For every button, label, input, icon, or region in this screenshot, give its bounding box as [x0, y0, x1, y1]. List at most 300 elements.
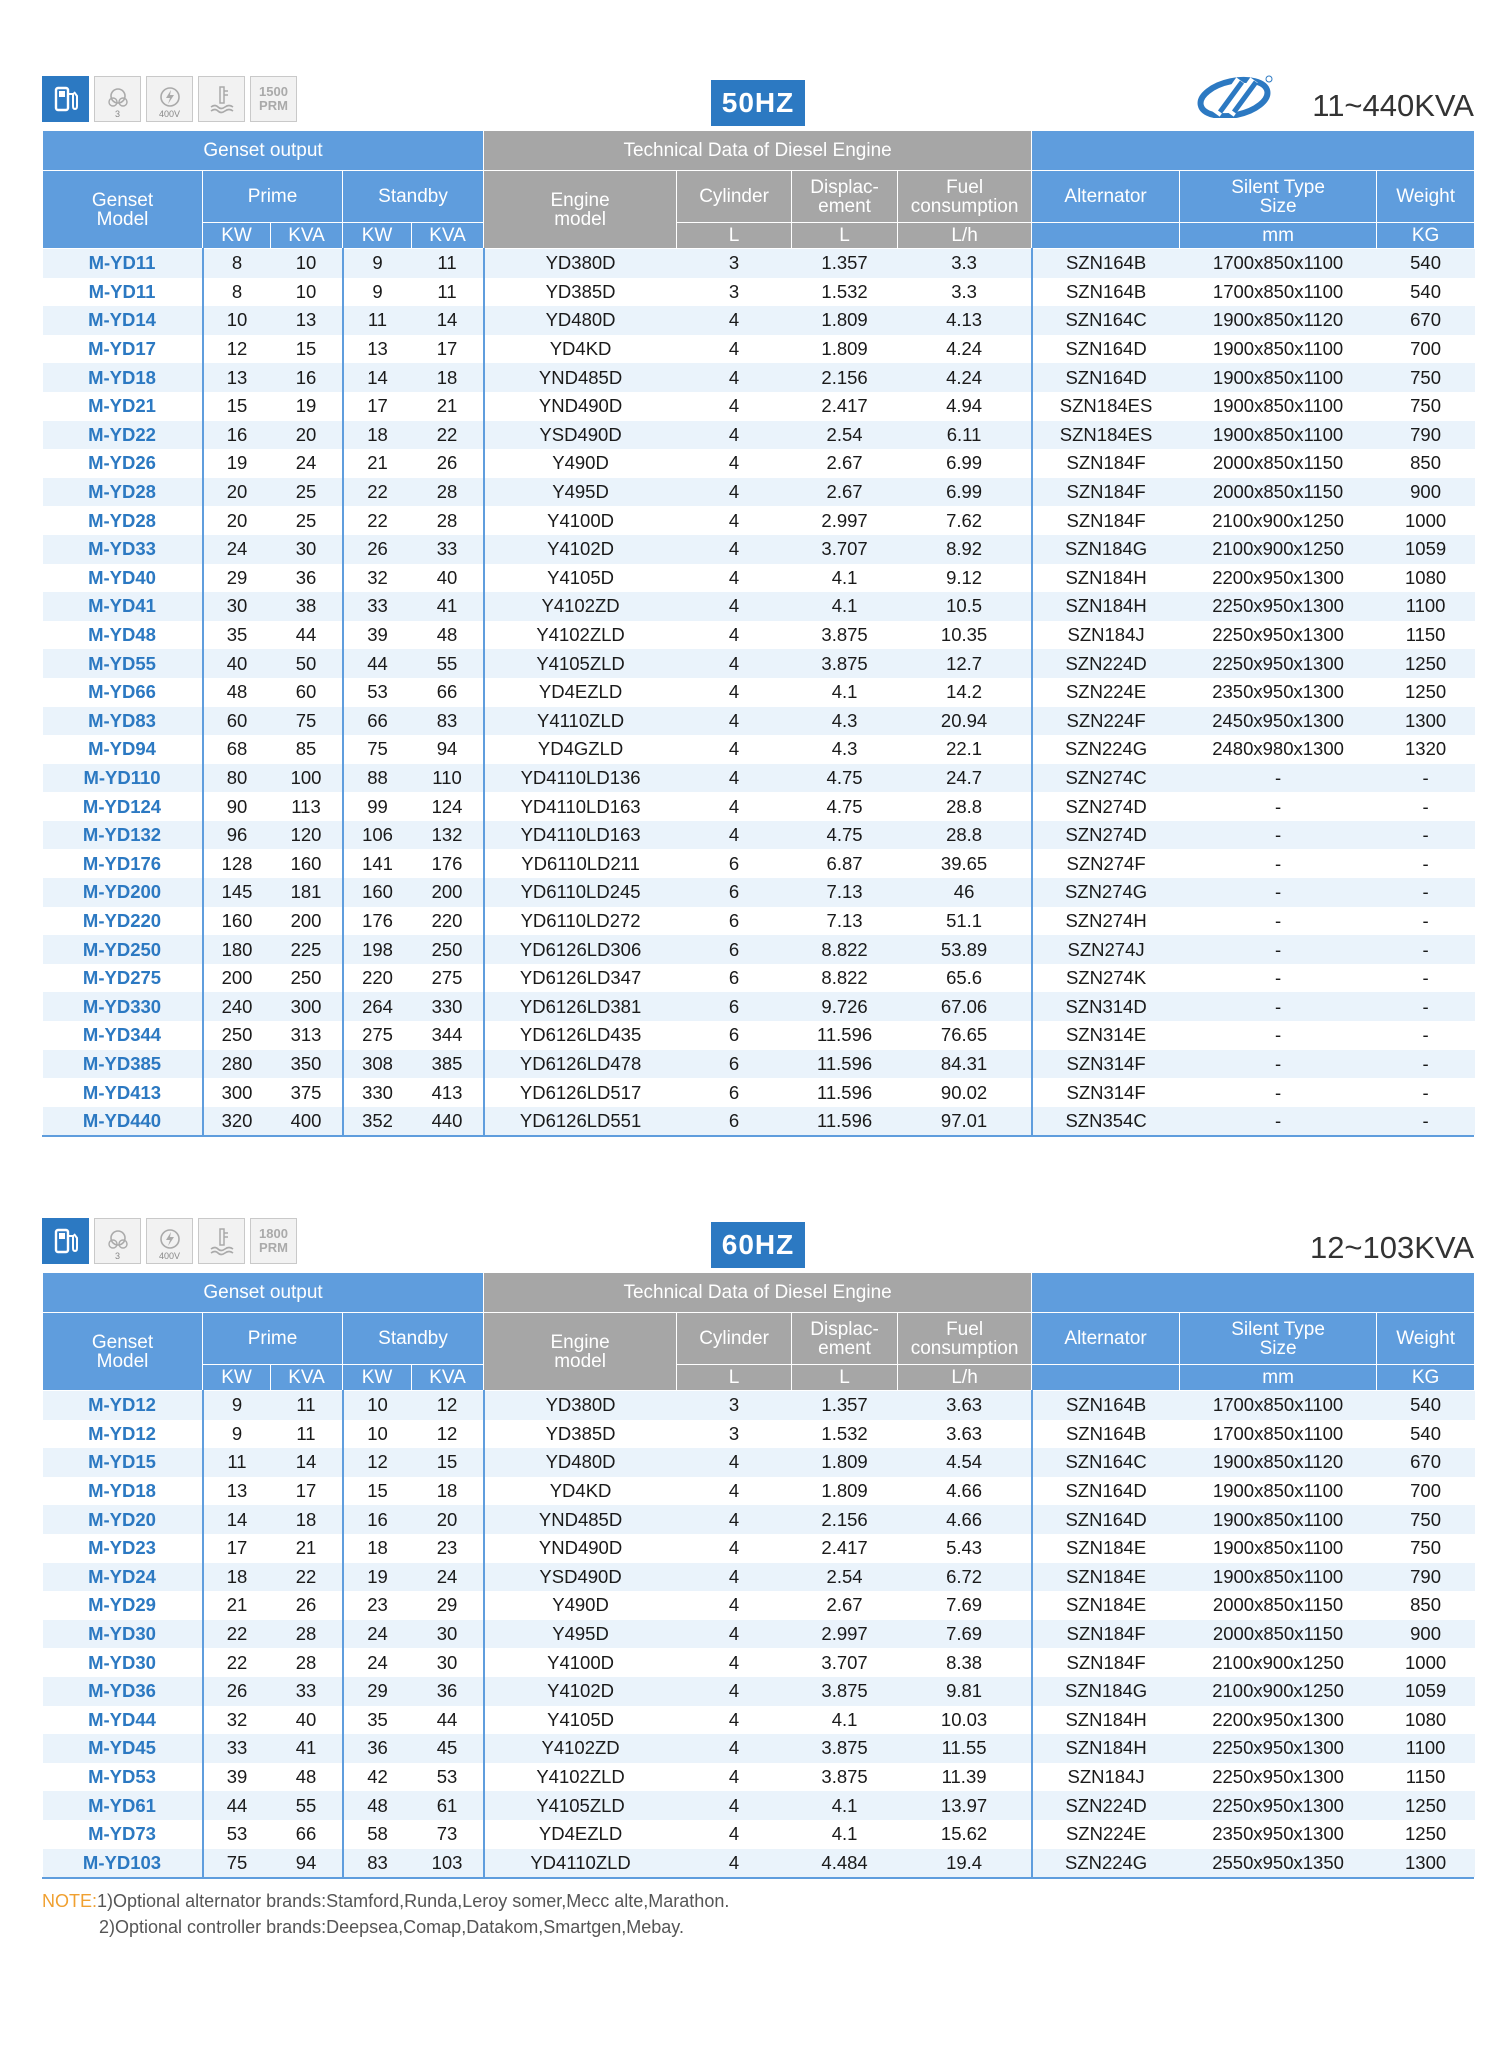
silent-type-size-cell: 2000x850x1150	[1180, 449, 1377, 478]
prime-kva-cell: 313	[271, 1021, 343, 1050]
prime-kw-cell: 33	[203, 1734, 271, 1763]
prm-value: 1500	[259, 84, 288, 99]
engine-model-cell: YD480D	[484, 306, 677, 335]
weight-cell: -	[1377, 992, 1475, 1021]
displacement-cell: 4.1	[792, 592, 898, 621]
table-row	[43, 764, 1475, 793]
genset-model-cell: M-YD48	[43, 621, 203, 650]
standby-kva-cell: 45	[412, 1734, 484, 1763]
engine-model-cell: YD4EZLD	[484, 678, 677, 707]
fuel-consumption-cell: 90.02	[898, 1078, 1032, 1107]
standby-kva-cell: 55	[412, 649, 484, 678]
displacement-cell: 2.997	[792, 506, 898, 535]
weight-cell: 1250	[1377, 678, 1475, 707]
three-phase-icon	[94, 76, 141, 122]
weight-cell: 850	[1377, 449, 1475, 478]
prime-kva-cell: 181	[271, 878, 343, 907]
note-line-1: 1)Optional alternator brands:Stamford,Runda,Leroy somer,Mecc alte,Marathon.	[97, 1891, 730, 1911]
fuel-pump-icon	[42, 1218, 89, 1264]
prime-kva-cell: 33	[271, 1677, 343, 1706]
alternator-header: Alternator	[1032, 171, 1180, 223]
fuel-consumption-cell: 4.24	[898, 363, 1032, 392]
genset-model-cell: M-YD17	[43, 335, 203, 364]
prime-kva-cell: 50	[271, 649, 343, 678]
genset-model-cell: M-YD344	[43, 1021, 203, 1050]
standby-kva-cell: 18	[412, 1477, 484, 1506]
cylinder-cell: 4	[677, 592, 792, 621]
standby-kva-cell: 11	[412, 249, 484, 278]
fuel-consumption-cell: 4.54	[898, 1448, 1032, 1477]
alternator-cell: SZN224G	[1032, 1849, 1180, 1878]
silent-type-size-cell: -	[1180, 992, 1377, 1021]
engine-model-cell: Y4105D	[484, 564, 677, 593]
alternator-cell: SZN224F	[1032, 707, 1180, 736]
alternator-cell: SZN184E	[1032, 1534, 1180, 1563]
cylinder-cell: 4	[677, 1563, 792, 1592]
cylinder-cell: 6	[677, 964, 792, 993]
genset-model-header: Genset Model	[43, 171, 203, 249]
engine-model-cell: YD6126LD381	[484, 992, 677, 1021]
engine-model-cell: YD4110ZLD	[484, 1849, 677, 1878]
displacement-cell: 1.357	[792, 249, 898, 278]
engine-model-cell: YD385D	[484, 1420, 677, 1449]
standby-kva-cell: 14	[412, 306, 484, 335]
engine-model-cell: Y490D	[484, 1591, 677, 1620]
standby-kw-cell: 18	[343, 421, 412, 450]
fuel-header: Fuel consumption	[898, 1313, 1032, 1365]
prime-kva-unit: KVA	[271, 223, 343, 249]
silent-size-unit: mm	[1180, 223, 1377, 249]
standby-kva-cell: 44	[412, 1706, 484, 1735]
prime-kw-cell: 320	[203, 1107, 271, 1136]
prime-kw-cell: 90	[203, 792, 271, 821]
tech-data-header: Technical Data of Diesel Engine	[484, 1273, 1032, 1313]
displacement-cell: 4.75	[792, 764, 898, 793]
standby-kva-cell: 330	[412, 992, 484, 1021]
table-row	[43, 335, 1475, 364]
spec-table-50hz	[42, 130, 1475, 1135]
standby-kw-cell: 16	[343, 1505, 412, 1534]
table-row	[43, 1763, 1475, 1792]
alternator-cell: SZN184ES	[1032, 421, 1180, 450]
genset-model-cell: M-YD94	[43, 735, 203, 764]
prime-kva-cell: 41	[271, 1734, 343, 1763]
cylinder-unit: L	[677, 223, 792, 249]
prime-kva-cell: 36	[271, 564, 343, 593]
table-row	[43, 1677, 1475, 1706]
engine-model-cell: YD4110LD136	[484, 764, 677, 793]
genset-model-cell: M-YD11	[43, 249, 203, 278]
genset-model-cell: M-YD53	[43, 1763, 203, 1792]
prime-kva-cell: 11	[271, 1391, 343, 1420]
cylinder-cell: 4	[677, 564, 792, 593]
cylinder-cell: 4	[677, 506, 792, 535]
engine-model-cell: YD4KD	[484, 335, 677, 364]
alternator-cell: SZN184E	[1032, 1563, 1180, 1592]
cylinder-header: Cylinder	[677, 1313, 792, 1365]
table-row	[43, 278, 1475, 307]
engine-model-header: Engine model	[484, 1313, 677, 1391]
table-row	[43, 1591, 1475, 1620]
silent-type-size-cell: 2100x900x1250	[1180, 1677, 1377, 1706]
power-range: 12~103KVA	[1309, 1230, 1474, 1265]
displacement-cell: 3.707	[792, 535, 898, 564]
standby-kva-cell: 66	[412, 678, 484, 707]
displacement-header: Displac- ement	[792, 1313, 898, 1365]
cylinder-cell: 4	[677, 1591, 792, 1620]
prime-kva-cell: 85	[271, 735, 343, 764]
fuel-consumption-cell: 28.8	[898, 792, 1032, 821]
displacement-unit: L	[792, 1365, 898, 1391]
prime-kw-cell: 12	[203, 335, 271, 364]
displacement-cell: 3.875	[792, 1734, 898, 1763]
prime-kw-cell: 240	[203, 992, 271, 1021]
phase-label: 3	[114, 1251, 120, 1261]
standby-kw-cell: 32	[343, 564, 412, 593]
weight-cell: 750	[1377, 392, 1475, 421]
displacement-cell: 3.875	[792, 1677, 898, 1706]
standby-kw-cell: 24	[343, 1648, 412, 1677]
prime-kva-cell: 38	[271, 592, 343, 621]
prime-kva-cell: 24	[271, 449, 343, 478]
displacement-header: Displac- ement	[792, 171, 898, 223]
engine-model-cell: YND490D	[484, 392, 677, 421]
displacement-cell: 4.75	[792, 821, 898, 850]
displacement-cell: 1.809	[792, 335, 898, 364]
genset-model-cell: M-YD14	[43, 306, 203, 335]
table-row	[43, 592, 1475, 621]
cylinder-cell: 4	[677, 1734, 792, 1763]
table-row	[43, 306, 1475, 335]
weight-cell: -	[1377, 1021, 1475, 1050]
genset-model-cell: M-YD110	[43, 764, 203, 793]
engine-model-cell: Y4102ZD	[484, 592, 677, 621]
prime-kva-cell: 11	[271, 1420, 343, 1449]
table-row	[43, 1620, 1475, 1649]
fuel-consumption-cell: 7.62	[898, 506, 1032, 535]
genset-model-cell: M-YD18	[43, 1477, 203, 1506]
genset-model-cell: M-YD41	[43, 592, 203, 621]
prime-kva-cell: 400	[271, 1107, 343, 1136]
standby-kva-cell: 176	[412, 849, 484, 878]
prime-kw-cell: 80	[203, 764, 271, 793]
prime-kva-cell: 28	[271, 1620, 343, 1649]
standby-kw-cell: 17	[343, 392, 412, 421]
prime-kw-cell: 30	[203, 592, 271, 621]
prime-kva-cell: 200	[271, 907, 343, 936]
fuel-consumption-cell: 97.01	[898, 1107, 1032, 1136]
prm-badge	[250, 1218, 297, 1264]
engine-model-cell: Y490D	[484, 449, 677, 478]
prime-kw-cell: 39	[203, 1763, 271, 1792]
table-row	[43, 678, 1475, 707]
engine-model-cell: YND485D	[484, 363, 677, 392]
cylinder-cell: 4	[677, 1849, 792, 1878]
standby-kw-cell: 308	[343, 1050, 412, 1079]
cylinder-cell: 6	[677, 992, 792, 1021]
section-topbar	[42, 1208, 1474, 1272]
standby-kva-cell: 15	[412, 1448, 484, 1477]
prime-kw-cell: 53	[203, 1820, 271, 1849]
genset-model-cell: M-YD30	[43, 1648, 203, 1677]
genset-model-cell: M-YD176	[43, 849, 203, 878]
three-phase-icon	[94, 1218, 141, 1264]
standby-kva-cell: 11	[412, 278, 484, 307]
displacement-cell: 2.417	[792, 1534, 898, 1563]
fuel-consumption-cell: 19.4	[898, 1849, 1032, 1878]
prime-kw-cell: 26	[203, 1677, 271, 1706]
silent-type-size-cell: -	[1180, 1078, 1377, 1107]
weight-cell: 750	[1377, 1534, 1475, 1563]
fuel-consumption-cell: 4.66	[898, 1477, 1032, 1506]
silent-size-header: Silent Type Size	[1180, 171, 1377, 223]
standby-kw-cell: 264	[343, 992, 412, 1021]
prime-kw-cell: 145	[203, 878, 271, 907]
standby-kw-cell: 176	[343, 907, 412, 936]
cylinder-cell: 6	[677, 1078, 792, 1107]
table-row	[43, 649, 1475, 678]
silent-type-size-cell: 2350x950x1300	[1180, 1820, 1377, 1849]
silent-type-size-cell: 1900x850x1100	[1180, 1477, 1377, 1506]
standby-kw-cell: 83	[343, 1849, 412, 1878]
prime-kw-unit: KW	[203, 223, 271, 249]
standby-kw-cell: 330	[343, 1078, 412, 1107]
weight-cell: 670	[1377, 306, 1475, 335]
standby-kw-cell: 220	[343, 964, 412, 993]
genset-model-cell: M-YD28	[43, 478, 203, 507]
weight-cell: -	[1377, 821, 1475, 850]
table-row	[43, 935, 1475, 964]
genset-model-cell: M-YD385	[43, 1050, 203, 1079]
table-row	[43, 421, 1475, 450]
weight-cell: -	[1377, 764, 1475, 793]
genset-model-cell: M-YD22	[43, 421, 203, 450]
fuel-consumption-cell: 53.89	[898, 935, 1032, 964]
spec-section-50hz	[42, 66, 1474, 1137]
prime-kw-cell: 13	[203, 1477, 271, 1506]
engine-model-cell: YD4KD	[484, 1477, 677, 1506]
fuel-consumption-cell: 65.6	[898, 964, 1032, 993]
cylinder-cell: 3	[677, 278, 792, 307]
weight-unit: KG	[1377, 1365, 1475, 1391]
alternator-cell: SZN224E	[1032, 1820, 1180, 1849]
spec-section-60hz	[42, 1208, 1474, 1879]
prime-kva-cell: 48	[271, 1763, 343, 1792]
standby-kw-cell: 53	[343, 678, 412, 707]
engine-model-cell: YD380D	[484, 249, 677, 278]
weight-cell: -	[1377, 792, 1475, 821]
prime-kw-unit: KW	[203, 1365, 271, 1391]
standby-kva-cell: 73	[412, 1820, 484, 1849]
alternator-cell: SZN314F	[1032, 1078, 1180, 1107]
standby-kw-cell: 15	[343, 1477, 412, 1506]
frequency-badge: 60HZ	[711, 1222, 805, 1268]
engine-model-cell: YD6126LD435	[484, 1021, 677, 1050]
weight-cell: 1250	[1377, 1820, 1475, 1849]
prime-kw-cell: 9	[203, 1420, 271, 1449]
standby-kw-cell: 58	[343, 1820, 412, 1849]
cylinder-cell: 4	[677, 306, 792, 335]
standby-kva-cell: 20	[412, 1505, 484, 1534]
table-row	[43, 621, 1475, 650]
genset-model-cell: M-YD250	[43, 935, 203, 964]
weight-cell: 1000	[1377, 1648, 1475, 1677]
standby-kw-cell: 23	[343, 1591, 412, 1620]
genset-model-cell: M-YD103	[43, 1849, 203, 1878]
fuel-consumption-cell: 13.97	[898, 1791, 1032, 1820]
genset-model-cell: M-YD36	[43, 1677, 203, 1706]
fuel-consumption-cell: 11.55	[898, 1734, 1032, 1763]
weight-cell: -	[1377, 964, 1475, 993]
genset-model-cell: M-YD12	[43, 1420, 203, 1449]
standby-kva-cell: 40	[412, 564, 484, 593]
alternator-cell: SZN184ES	[1032, 392, 1180, 421]
alternator-cell: SZN164C	[1032, 306, 1180, 335]
cylinder-cell: 4	[677, 1648, 792, 1677]
genset-model-cell: M-YD23	[43, 1534, 203, 1563]
prime-kva-cell: 18	[271, 1505, 343, 1534]
engine-model-cell: Y495D	[484, 1620, 677, 1649]
fuel-consumption-cell: 9.81	[898, 1677, 1032, 1706]
prime-kva-cell: 55	[271, 1791, 343, 1820]
prime-kw-cell: 20	[203, 478, 271, 507]
cylinder-cell: 4	[677, 792, 792, 821]
alternator-cell: SZN164B	[1032, 1420, 1180, 1449]
fuel-consumption-cell: 7.69	[898, 1620, 1032, 1649]
genset-model-cell: M-YD24	[43, 1563, 203, 1592]
table-row	[43, 1648, 1475, 1677]
cylinder-cell: 6	[677, 849, 792, 878]
silent-type-size-cell: 1900x850x1100	[1180, 1505, 1377, 1534]
weight-cell: 1320	[1377, 735, 1475, 764]
alternator-cell: SZN184F	[1032, 1620, 1180, 1649]
displacement-cell: 4.1	[792, 1820, 898, 1849]
alternator-cell: SZN184J	[1032, 621, 1180, 650]
weight-cell: 540	[1377, 1391, 1475, 1420]
cylinder-cell: 4	[677, 621, 792, 650]
spec-table-60hz	[42, 1272, 1475, 1877]
fuel-consumption-cell: 4.66	[898, 1505, 1032, 1534]
fuel-consumption-cell: 6.99	[898, 478, 1032, 507]
prime-kva-cell: 160	[271, 849, 343, 878]
prime-header: Prime	[203, 171, 343, 223]
cylinder-cell: 4	[677, 392, 792, 421]
weight-cell: 1300	[1377, 1849, 1475, 1878]
weight-cell: 1150	[1377, 1763, 1475, 1792]
displacement-unit: L	[792, 223, 898, 249]
silent-type-size-cell: -	[1180, 1107, 1377, 1136]
standby-kw-cell: 75	[343, 735, 412, 764]
table-row	[43, 1078, 1475, 1107]
table-bottom-rule	[42, 1877, 1474, 1879]
engine-model-cell: YD6110LD245	[484, 878, 677, 907]
table-row	[43, 449, 1475, 478]
fuel-unit: L/h	[898, 1365, 1032, 1391]
genset-model-cell: M-YD55	[43, 649, 203, 678]
alternator-cell: SZN184E	[1032, 1591, 1180, 1620]
engine-model-cell: YND485D	[484, 1505, 677, 1534]
standby-kva-cell: 28	[412, 506, 484, 535]
alternator-cell: SZN184F	[1032, 478, 1180, 507]
table-row	[43, 1107, 1475, 1136]
standby-kw-cell: 19	[343, 1563, 412, 1592]
table-row	[43, 506, 1475, 535]
weight-cell: 900	[1377, 1620, 1475, 1649]
table-row	[43, 392, 1475, 421]
displacement-cell: 2.67	[792, 1591, 898, 1620]
weight-cell: 1300	[1377, 707, 1475, 736]
prm-unit: PRM	[259, 1240, 288, 1255]
silent-type-size-cell: 2000x850x1150	[1180, 1591, 1377, 1620]
fuel-consumption-cell: 6.11	[898, 421, 1032, 450]
silent-type-size-cell: -	[1180, 849, 1377, 878]
silent-type-size-cell: 1900x850x1120	[1180, 1448, 1377, 1477]
fuel-consumption-cell: 4.24	[898, 335, 1032, 364]
alternator-cell: SZN224E	[1032, 678, 1180, 707]
cylinder-cell: 4	[677, 335, 792, 364]
standby-kw-cell: 11	[343, 306, 412, 335]
standby-kw-cell: 26	[343, 535, 412, 564]
note-line-2: 2)Optional controller brands:Deepsea,Comap,Datakom,Smartgen,Mebay.	[99, 1917, 684, 1937]
table-row	[43, 792, 1475, 821]
weight-cell: 1100	[1377, 592, 1475, 621]
standby-kva-cell: 12	[412, 1391, 484, 1420]
cylinder-cell: 4	[677, 1534, 792, 1563]
voltage-icon	[146, 1218, 193, 1264]
cylinder-cell: 4	[677, 363, 792, 392]
standby-kw-cell: 33	[343, 592, 412, 621]
weight-cell: 900	[1377, 478, 1475, 507]
prime-kva-cell: 350	[271, 1050, 343, 1079]
genset-model-cell: M-YD33	[43, 535, 203, 564]
prime-kw-cell: 8	[203, 249, 271, 278]
standby-kva-cell: 24	[412, 1563, 484, 1592]
standby-kva-cell: 94	[412, 735, 484, 764]
silent-type-size-cell: 1700x850x1100	[1180, 1391, 1377, 1420]
table-body	[43, 1391, 1475, 1878]
weight-header: Weight	[1377, 1313, 1475, 1365]
genset-model-cell: M-YD12	[43, 1391, 203, 1420]
genset-model-cell: M-YD440	[43, 1107, 203, 1136]
silent-type-size-cell: 1900x850x1100	[1180, 392, 1377, 421]
prime-kw-cell: 48	[203, 678, 271, 707]
engine-model-cell: YD4110LD163	[484, 792, 677, 821]
weight-cell: -	[1377, 1050, 1475, 1079]
silent-type-size-cell: 1900x850x1100	[1180, 1534, 1377, 1563]
alternator-cell: SZN164D	[1032, 335, 1180, 364]
tech-data-header: Technical Data of Diesel Engine	[484, 131, 1032, 171]
engine-model-cell: Y4102ZD	[484, 1734, 677, 1763]
table-row	[43, 735, 1475, 764]
engine-model-cell: YD380D	[484, 1391, 677, 1420]
displacement-cell: 1.532	[792, 278, 898, 307]
prime-kw-cell: 96	[203, 821, 271, 850]
cylinder-cell: 4	[677, 535, 792, 564]
displacement-cell: 8.822	[792, 964, 898, 993]
cylinder-cell: 4	[677, 678, 792, 707]
brand-logo	[1196, 74, 1274, 118]
prime-kw-cell: 29	[203, 564, 271, 593]
alternator-cell: SZN184G	[1032, 1677, 1180, 1706]
displacement-cell: 1.809	[792, 306, 898, 335]
displacement-cell: 2.417	[792, 392, 898, 421]
prime-kw-cell: 10	[203, 306, 271, 335]
fuel-consumption-cell: 4.94	[898, 392, 1032, 421]
standby-kw-cell: 66	[343, 707, 412, 736]
prime-kva-cell: 10	[271, 249, 343, 278]
standby-header: Standby	[343, 1313, 484, 1365]
standby-kva-cell: 132	[412, 821, 484, 850]
